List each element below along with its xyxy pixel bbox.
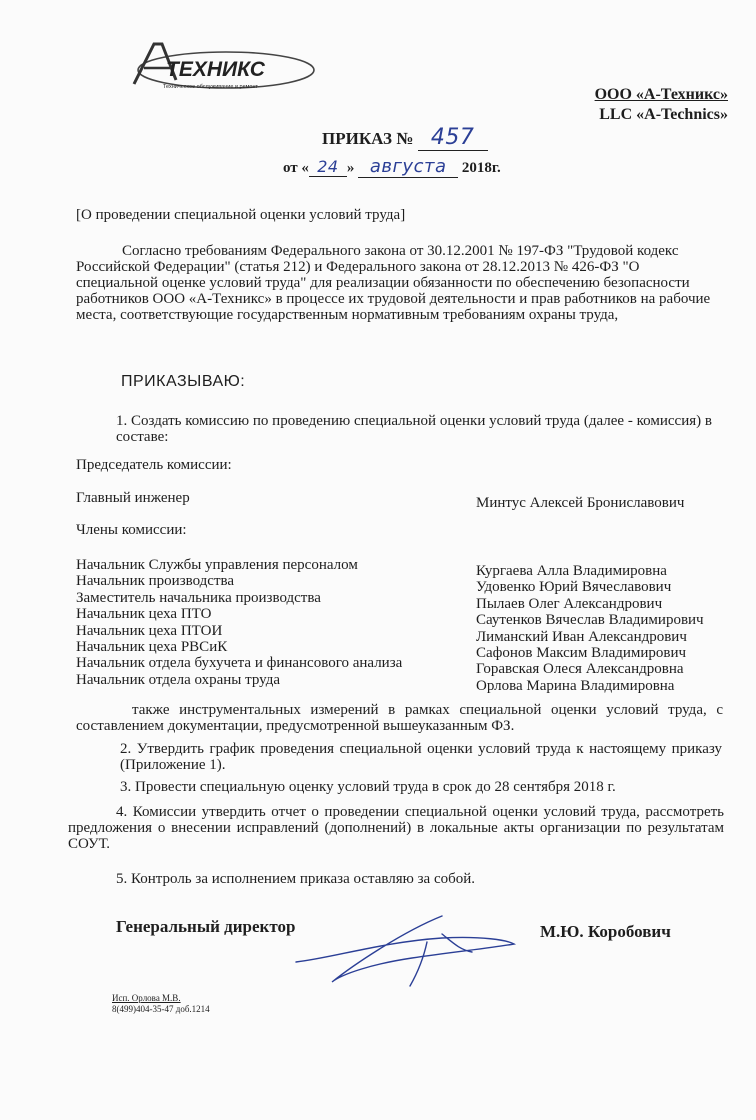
preamble: Согласно требованиям Федерального закона от 30.12.2001 № 197-ФЗ "Трудовой кодекс Российской Федерации" (статья 212) и Федерального закона от 28.12.2013 № 426-ФЗ "О специальной оценке условий труда" для реализации обязанности по обеспечению безопасности работников ООО «А-Техникс» в процессе их трудовой деятельности и прав работников на рабочие места, соответствующие государственным нормативным требованиям охраны труда, (76, 243, 711, 323)
signer-position: Генеральный директор (116, 917, 296, 936)
member-role: Начальник отдела охраны труда (76, 671, 281, 688)
order-title (322, 125, 488, 151)
member-role: Начальник цеха РВСиК (76, 639, 228, 656)
order-item-1: 1. Создать комиссию по проведению специальной оценки условий труда (далее - комиссия) в составе: (116, 413, 712, 445)
order-day: 24 (309, 157, 347, 177)
member-role: Начальник отдела бухучета и финансового анализа (76, 655, 403, 672)
executor-phone: 8(499)404-35-47 доб.1214 (112, 1004, 210, 1014)
chair-role: Главный инженер (76, 490, 190, 506)
member-name: Саутенков Вячеслав Владимирович (476, 612, 704, 629)
order-date (283, 156, 501, 178)
member-name: Удовенко Юрий Вячеславович (476, 579, 672, 596)
member-role: Начальник Службы управления персоналом (76, 557, 358, 573)
logo-tagline: Техническое обслуживание и ремонт (163, 84, 259, 90)
handwritten-signature (292, 912, 522, 992)
member-role: Начальник цеха ПТО (76, 606, 212, 623)
signer-name: М.Ю. Коробович (540, 922, 671, 941)
order-subject: [О проведении специальной оценки условий труда] (76, 207, 406, 223)
order-number: 457 (418, 125, 488, 151)
date-prefix: от « (283, 160, 309, 176)
member-name: Сафонов Максим Владимирович (476, 645, 687, 662)
company-name-ru: ООО «А-Техникс» (594, 86, 728, 103)
member-names (476, 563, 704, 694)
also-paragraph: также инструментальных измерений в рамках специальной оценки условий труда, с составлением документации, предусмотренной вышеуказанным ФЗ. (76, 702, 723, 734)
member-name: Орлова Марина Владимировна (476, 677, 675, 694)
member-roles (76, 557, 402, 688)
logo-text: ТЕХНИКС (166, 58, 265, 81)
member-name: Кургаева Алла Владимировна (476, 563, 667, 579)
order-item-4: 4. Комиссии утвердить отчет о проведении специальной оценки условий труда, рассмотреть предложения о внесении исправлений (дополнений) в локальные акты организации по результатам СОУТ. (68, 804, 724, 852)
order-year: 2018г. (461, 160, 501, 176)
member-role: Начальник производства (76, 573, 235, 590)
order-item-5: 5. Контроль за исполнением приказа оставляю за собой. (116, 871, 476, 887)
members-label: Члены комиссии: (76, 522, 187, 538)
member-name: Пылаев Олег Александрович (476, 595, 663, 612)
member-name: Лиманский Иван Александрович (476, 628, 687, 645)
order-title-prefix: ПРИКАЗ № (322, 129, 414, 148)
company-name-en: LLC «A-Technics» (599, 106, 728, 123)
member-name: Горавская Олеся Александровна (476, 661, 684, 678)
member-role: Заместитель начальника производства (76, 589, 321, 606)
member-role: Начальник цеха ПТОИ (76, 622, 223, 639)
executor-name: Исп. Орлова М.В. (112, 993, 181, 1003)
executor-contact (112, 993, 210, 1015)
chair-name: Минтус Алексей Брониславович (476, 495, 685, 511)
order-item-2: 2. Утвердить график проведения специальной оценки условий труда к настоящему приказу (Приложение 1). (120, 741, 722, 773)
date-mid: » (346, 160, 355, 176)
order-item-3: 3. Провести специальную оценку условий труда в срок до 28 сентября 2018 г. (120, 779, 616, 795)
order-word: ПРИКАЗЫВАЮ: (121, 373, 246, 390)
order-month: августа (358, 156, 458, 178)
chair-label: Председатель комиссии: (76, 457, 232, 473)
